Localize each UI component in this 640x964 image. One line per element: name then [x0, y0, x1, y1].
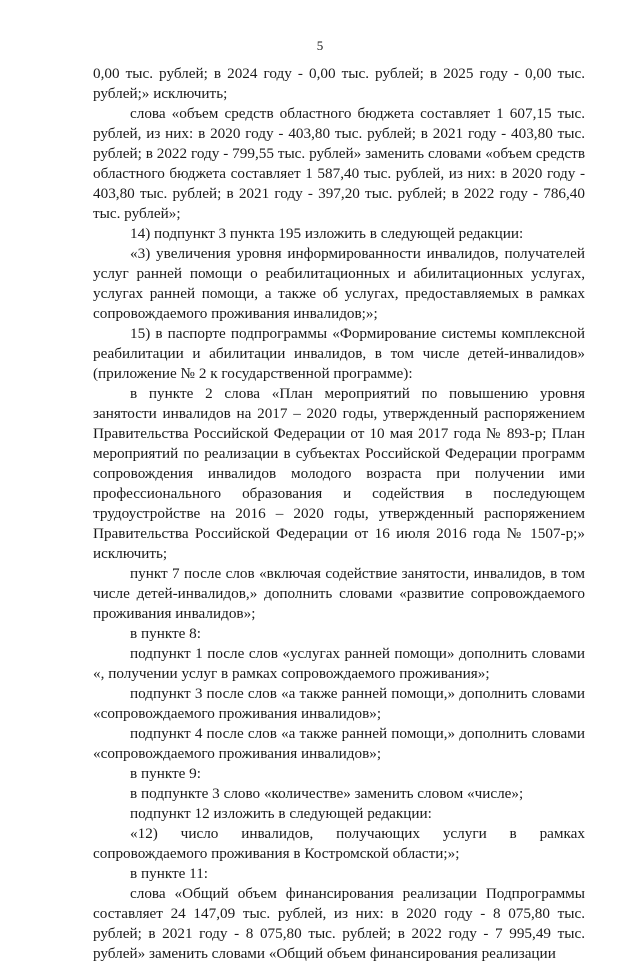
paragraph: слова «объем средств областного бюджета составляет 1 607,15 тыс. рублей, из них: в 2020 году - 403,80 тыс. рублей; в 2021 году - 403,80 тыс. рублей; в 2022 году - 799,55 тыс. рублей» заменить словами «объем средств областного бюджета составляет 1 587,40 тыс. рублей, из них: в 2020 году - 403,80 тыс. рублей; в 2021 году - 397,20 тыс. рублей; в 2022 году - 786,40 тыс. рублей»; [93, 105, 585, 222]
paragraph: «12) число инвалидов, получающих услуги в рамках сопровождаемого проживания в Костромской области;»; [93, 825, 585, 862]
page-number: 5 [316, 38, 324, 53]
paragraph: подпункт 1 после слов «услугах ранней помощи» дополнить словами «, получении услуг в рамках сопровождаемого проживания»; [93, 645, 585, 682]
paragraph: в пункте 11: [130, 865, 209, 882]
paragraph: 0,00 тыс. рублей; в 2024 году - 0,00 тыс. рублей; в 2025 году - 0,00 тыс. рублей;» исключить; [93, 65, 585, 102]
paragraph: подпункт 3 после слов «а также ранней помощи,» дополнить словами «сопровождаемого проживания инвалидов»; [93, 685, 585, 722]
paragraph: слова «Общий объем финансирования реализации Подпрограммы составляет 24 147,09 тыс. рублей, из них: в 2020 году - 8 075,80 тыс. рублей; в 2021 году - 8 075,80 тыс. рублей; в 2022 году - 7 995,49 тыс. рублей» заменить словами «Общий объем финансирования реализации [93, 885, 585, 962]
paragraph: в подпункте 3 слово «количестве» заменить словом «числе»; [130, 785, 524, 802]
paragraph: в пункте 2 слова «План мероприятий по повышению уровня занятости инвалидов на 2017 – 2020 годы, утвержденный распоряжением Правительства Российской Федерации от 10 мая 2017 года № 893-р; План мероприятий по реализации в субъектах Российской Федерации программ сопровождения инвалидов молодого возраста при получении ими профессионального образования и содействия в последующем трудоустройстве на 2016 – 2020 годы, утвержденный распоряжением Правительства Российской Федерации от 16 июля 2016 года № 1507-р;» исключить; [93, 385, 585, 562]
paragraph: «3) увеличения уровня информированности инвалидов, получателей услуг ранней помощи о реабилитационных и абилитационных услугах, услугах ранней помощи, а также об услугах, предоставляемых в рамках сопровождаемого проживания инвалидов;»; [93, 245, 585, 322]
paragraph: подпункт 4 после слов «а также ранней помощи,» дополнить словами «сопровождаемого проживания инвалидов»; [93, 725, 585, 762]
paragraph: подпункт 12 изложить в следующей редакции: [130, 805, 432, 822]
document-body [93, 64, 585, 964]
paragraph: в пункте 9: [130, 765, 201, 782]
paragraph: 15) в паспорте подпрограммы «Формирование системы комплексной реабилитации и абилитации инвалидов, в том числе детей-инвалидов» (приложение № 2 к государственной программе): [93, 325, 585, 382]
paragraph: 14) подпункт 3 пункта 195 изложить в следующей редакции: [130, 225, 524, 242]
paragraph: в пункте 8: [130, 625, 201, 642]
paragraph: пункт 7 после слов «включая содействие занятости, инвалидов, в том числе детей-инвалидов,» дополнить словами «развитие сопровождаемого проживания инвалидов»; [93, 565, 585, 622]
